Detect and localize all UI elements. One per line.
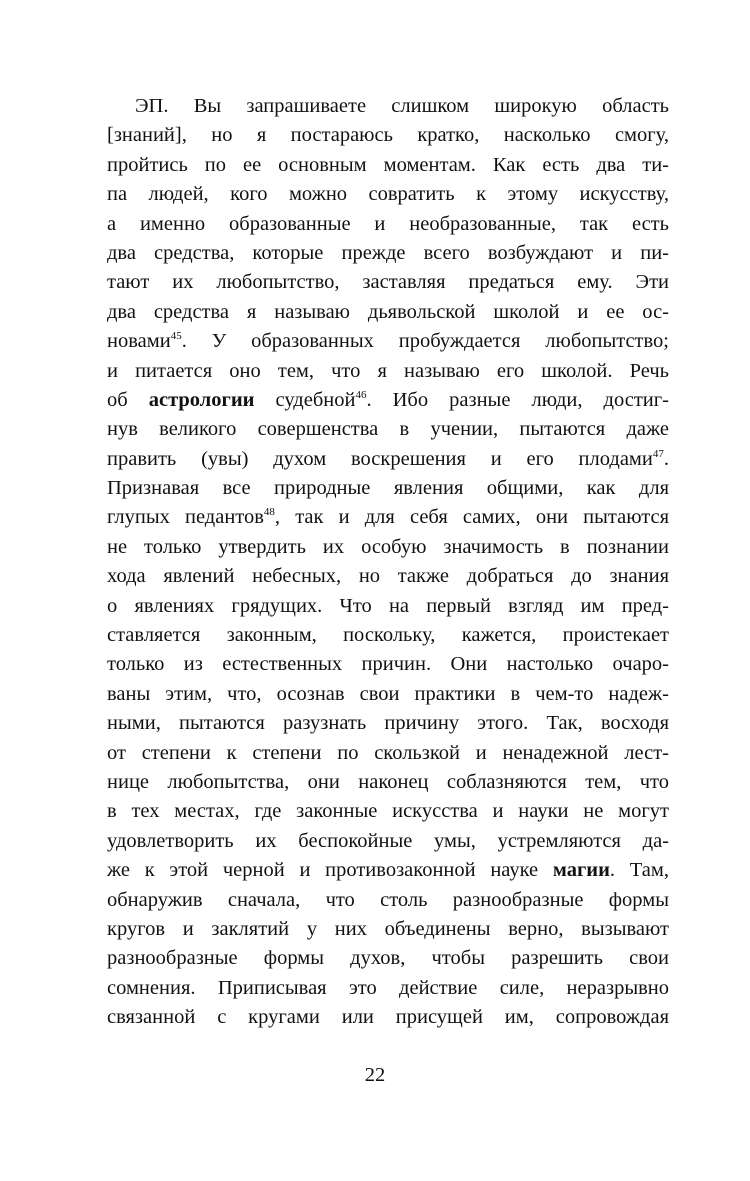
line-text: два средства я называю дьявольской школой и ее ос- <box>107 300 669 323</box>
text-line <box>107 503 669 532</box>
text-line <box>107 709 669 738</box>
line-text: новами <box>107 330 171 353</box>
text-line <box>107 151 669 180</box>
text-line <box>107 944 669 973</box>
text-line <box>107 180 669 209</box>
bold-term-astrology: астрологии <box>148 388 255 411</box>
text-line <box>107 533 669 562</box>
line-text: же к этой черной и противозаконной науке <box>107 859 553 882</box>
line-text: ЭП. Вы запрашиваете слишком широкую область <box>135 95 669 117</box>
line-text: не только утвердить их особую значимость в познании <box>107 535 669 558</box>
line-text: . У образованных пробуждается любопытство; <box>181 330 669 353</box>
text-line <box>107 797 669 826</box>
body-text <box>107 92 669 1033</box>
text-line <box>107 974 669 1003</box>
page-number: 22 <box>364 1064 386 1086</box>
footnote-ref-47: 47 <box>652 447 664 460</box>
line-text: сомнения. Приписывая это действие силе, неразрывно <box>107 976 669 999</box>
line-text: два средства, которые прежде всего возбуждают и пи- <box>107 241 669 264</box>
line-text: о явлениях грядущих. Что на первый взгляд им пред- <box>107 594 669 617</box>
text-line <box>107 210 669 239</box>
text-line <box>107 562 669 591</box>
text-line <box>107 1003 669 1032</box>
text-line <box>107 827 669 856</box>
text-line <box>107 357 669 386</box>
line-text: глупых педантов <box>107 506 264 529</box>
text-line <box>107 415 669 444</box>
line-text: Признавая все природные явления общими, как для <box>107 477 669 500</box>
line-text: ными, пытаются разузнать причину этого. Так, восходя <box>107 712 669 735</box>
line-text: судебной <box>254 388 356 411</box>
line-text: обнаружив сначала, что столь разнообразные формы <box>107 888 669 911</box>
line-text: пройтись по ее основным моментам. Как есть два ти- <box>107 153 669 176</box>
line-text: . Ибо разные люди, достиг- <box>366 388 669 411</box>
text-line <box>107 915 669 944</box>
text-line <box>107 474 669 503</box>
text-line <box>107 739 669 768</box>
line-text: и питается оно тем, что я называю его школой. Речь <box>107 359 669 382</box>
line-text: [знаний], но я постараюсь кратко, насколько смогу, <box>107 124 669 147</box>
footnote-ref-48: 48 <box>263 506 275 519</box>
line-text: разнообразные формы духов, чтобы разрешить свои <box>107 947 669 970</box>
line-text: хода явлений небесных, но также добраться до знания <box>107 565 669 588</box>
line-text: па людей, кого можно совратить к этому искусству, <box>107 183 669 206</box>
line-text: связанной с кругами или присущей им, сопровождая <box>107 1006 669 1029</box>
line-text: ставляется законным, поскольку, кажется, проистекает <box>107 624 669 647</box>
text-line <box>107 886 669 915</box>
line-text: только из естественных причин. Они настолько очаро- <box>107 653 669 676</box>
text-line <box>107 268 669 297</box>
bold-term-magic: магии <box>552 859 610 882</box>
line-text: а именно образованные и необразованные, так есть <box>107 212 669 235</box>
text-line <box>107 768 669 797</box>
line-text: , так и для себя самих, они пытаются <box>274 506 670 529</box>
text-line <box>107 592 669 621</box>
line-text: . Там, <box>609 859 669 882</box>
footnote-ref-45: 45 <box>170 330 182 343</box>
text-line <box>107 239 669 268</box>
text-line <box>107 650 669 679</box>
text-line <box>107 386 669 415</box>
text-line <box>107 445 669 474</box>
line-text: нув великого совершенства в учении, пытаются даже <box>107 418 669 441</box>
text-line <box>107 298 669 327</box>
line-text: ваны этим, что, осознав свои практики в чем-то надеж- <box>107 682 669 705</box>
text-line <box>107 121 669 150</box>
text-line <box>107 856 669 885</box>
line-text: . <box>663 447 669 470</box>
text-line <box>107 327 669 356</box>
line-text: от степени к степени по скользкой и ненадежной лест- <box>107 741 669 764</box>
line-text: тают их любопытство, заставляя предаться ему. Эти <box>107 271 669 294</box>
text-line <box>107 680 669 709</box>
line-text: об <box>107 388 149 411</box>
line-text: удовлетворить их беспокойные умы, устремляются да- <box>107 829 669 852</box>
line-text: править (увы) духом воскрешения и его плодами <box>107 447 653 470</box>
line-text: кругов и заклятий у них объединены верно, вызывают <box>107 917 669 940</box>
line-text: нице любопытства, они наконец соблазняются тем, что <box>107 770 669 793</box>
text-line <box>107 621 669 650</box>
line-text: в тех местах, где законные искусства и науки не могут <box>107 800 669 823</box>
text-line <box>107 92 669 121</box>
footnote-ref-46: 46 <box>355 388 367 401</box>
